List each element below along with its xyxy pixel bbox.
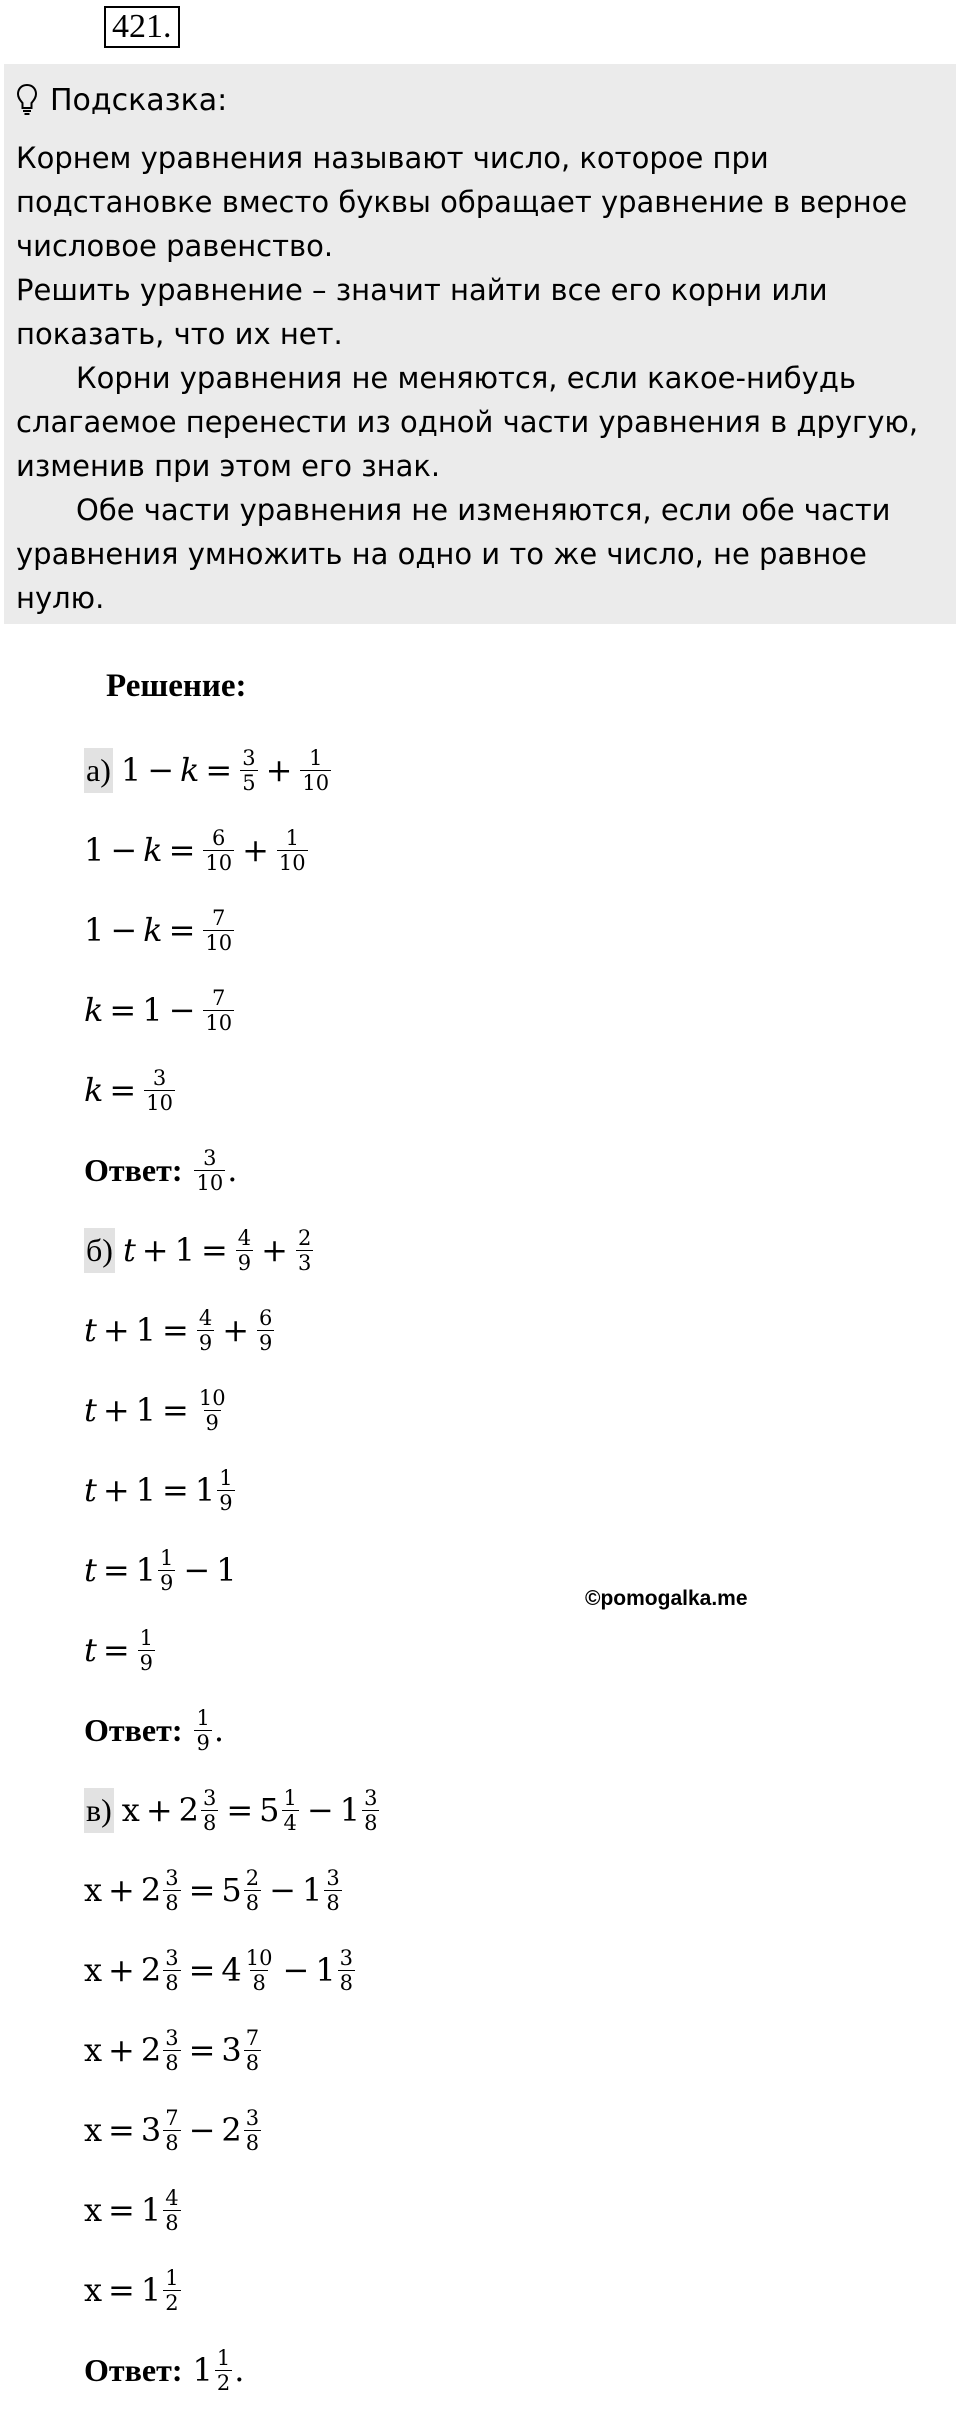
- fraction: [163, 2186, 180, 2235]
- denominator: 8: [339, 1970, 354, 1995]
- equals-sign: =: [162, 1391, 189, 1429]
- variable: t: [84, 1631, 97, 1669]
- operator: +: [222, 1311, 250, 1349]
- fraction: [240, 746, 257, 795]
- variable: x: [84, 2111, 103, 2149]
- operator: +: [265, 751, 293, 789]
- numerator: 1: [139, 1625, 154, 1650]
- whole-part: 1: [194, 1471, 216, 1509]
- equals-sign: =: [188, 2031, 216, 2069]
- variable: t: [84, 1311, 97, 1349]
- term: 1: [84, 911, 105, 949]
- numerator: 1: [160, 1545, 174, 1570]
- numerator: 1: [165, 2265, 179, 2290]
- equation-step-c3: [84, 1930, 684, 2010]
- equals-sign: =: [109, 1071, 137, 1109]
- denominator: 5: [242, 770, 256, 795]
- fraction: [244, 1946, 275, 1995]
- operator: +: [108, 2031, 135, 2069]
- fraction: [163, 2106, 180, 2155]
- fraction: [144, 1066, 175, 1115]
- numerator: 1: [196, 1705, 210, 1730]
- watermark: ©pomogalka.me: [585, 1587, 748, 1610]
- equals-sign: =: [108, 2111, 135, 2149]
- equation-step-b1: [84, 1210, 684, 1290]
- hint-paragraph: Обе части уравнения не изменяются, если обе части уравнения умножить на одно и то же число, не равное нулю.: [16, 493, 891, 615]
- term: 1: [120, 751, 142, 789]
- equation-step-c1: [84, 1770, 684, 1850]
- operator: +: [108, 1951, 135, 1989]
- equals-sign: =: [162, 1311, 189, 1349]
- term: 1: [135, 1471, 157, 1509]
- equals-sign: =: [188, 1951, 216, 1989]
- term: 1: [216, 1551, 237, 1589]
- equation-step-a3: [84, 890, 684, 970]
- denominator: 4: [283, 1810, 297, 1835]
- operator: +: [102, 1471, 130, 1509]
- numerator: 7: [212, 905, 226, 930]
- whole-part: 2: [221, 2111, 242, 2149]
- numerator: 7: [245, 2025, 260, 2050]
- fraction: [163, 2026, 180, 2075]
- denominator: 8: [326, 1890, 340, 1915]
- equals-sign: =: [226, 1791, 254, 1829]
- fraction: [324, 1866, 341, 1915]
- variable: t: [84, 1471, 97, 1509]
- operator: −: [110, 911, 138, 949]
- denominator: 10: [146, 1090, 173, 1115]
- numerator: 3: [165, 1945, 179, 1970]
- equation-step-b4: [84, 1450, 684, 1530]
- variable: x: [84, 2191, 103, 2229]
- hint-paragraph: Корнем уравнения называют число, которое при подстановке вместо буквы обращает уравнение в верное числовое равенство.: [16, 141, 908, 263]
- equals-sign: =: [200, 1231, 228, 1269]
- numerator: 10: [245, 1945, 273, 1970]
- denominator: 9: [196, 1730, 210, 1755]
- fraction: [197, 1306, 214, 1355]
- operator: +: [108, 1871, 135, 1909]
- denominator: 9: [219, 1490, 233, 1515]
- numerator: 3: [245, 2105, 260, 2130]
- variable: k: [84, 991, 104, 1029]
- equals-sign: =: [162, 1471, 189, 1509]
- operator: −: [147, 751, 175, 789]
- denominator: 10: [205, 1010, 233, 1035]
- fraction: [244, 1866, 261, 1915]
- equation-step-c4: [84, 2010, 684, 2090]
- hint-header: [16, 72, 227, 128]
- fraction: [300, 746, 331, 795]
- operator: +: [141, 1231, 169, 1269]
- whole-part: 4: [221, 1951, 242, 1989]
- part-label: в): [84, 1788, 114, 1833]
- whole-part: 2: [178, 1791, 199, 1829]
- operator: +: [145, 1791, 173, 1829]
- fraction: [217, 1466, 234, 1515]
- variable: k: [143, 911, 163, 949]
- hint-text: [16, 136, 946, 620]
- numerator: 4: [198, 1305, 213, 1330]
- numerator: 6: [212, 825, 226, 850]
- numerator: 4: [165, 2185, 179, 2210]
- equals-sign: =: [102, 1551, 130, 1589]
- variable: x: [84, 2271, 103, 2309]
- equation-step-b2: [84, 1290, 684, 1370]
- variable: k: [143, 831, 163, 869]
- period: .: [234, 2351, 245, 2389]
- denominator: 8: [245, 1890, 260, 1915]
- numerator: 2: [245, 1865, 260, 1890]
- lightbulb-icon: [16, 83, 38, 117]
- variable: t: [122, 1231, 136, 1269]
- operator: +: [242, 831, 269, 869]
- numerator: 3: [364, 1785, 378, 1810]
- fraction: [257, 1306, 274, 1355]
- numerator: 3: [326, 1865, 340, 1890]
- operator: +: [102, 1311, 130, 1349]
- fraction: [158, 1546, 175, 1595]
- fraction: [163, 1946, 180, 1995]
- equals-sign: =: [109, 991, 137, 1029]
- operator: −: [269, 1871, 296, 1909]
- solution-title: Решение:: [106, 668, 247, 704]
- numerator: 7: [165, 2105, 179, 2130]
- denominator: 2: [165, 2290, 179, 2315]
- variable: k: [180, 751, 200, 789]
- term: 1: [135, 1311, 157, 1349]
- whole-part: 3: [221, 2031, 242, 2069]
- variable: t: [84, 1391, 97, 1429]
- answer-label: Ответ:: [84, 1151, 183, 1188]
- equals-sign: =: [108, 2191, 135, 2229]
- whole-part: 1: [301, 1871, 323, 1909]
- period: .: [227, 1151, 238, 1189]
- operator: +: [102, 1391, 130, 1429]
- hint-title: Подсказка:: [50, 82, 228, 118]
- whole-part: 1: [339, 1791, 361, 1829]
- variable: x: [84, 1951, 103, 1989]
- denominator: 8: [252, 1970, 266, 1995]
- variable: t: [84, 1551, 97, 1589]
- equals-sign: =: [188, 1871, 216, 1909]
- fraction: [296, 1226, 313, 1275]
- fraction: [236, 1226, 253, 1275]
- hint-paragraph: Корни уравнения не меняются, если какое-нибудь слагаемое перенести из одной части уравнения в другую, изменив при этом его знак.: [16, 361, 919, 483]
- numerator: 3: [203, 1145, 217, 1170]
- numerator: 2: [297, 1225, 312, 1250]
- fraction: [194, 1706, 211, 1755]
- equation-step-c6: [84, 2170, 684, 2250]
- fraction: [203, 826, 234, 875]
- numerator: 4: [237, 1225, 252, 1250]
- fraction: [362, 1786, 379, 1835]
- denominator: 8: [245, 2130, 260, 2155]
- denominator: 10: [302, 770, 330, 795]
- fraction: [197, 1386, 228, 1435]
- answer-label: Ответ:: [84, 2351, 183, 2388]
- fraction: [163, 2266, 180, 2315]
- answer-a: [84, 1130, 684, 1210]
- equals-sign: =: [205, 751, 233, 789]
- fraction: [203, 986, 234, 1035]
- whole-part: 2: [140, 2031, 162, 2069]
- numerator: 1: [216, 2345, 231, 2370]
- fraction: [201, 1786, 218, 1835]
- numerator: 3: [242, 745, 256, 770]
- part-label: а): [84, 748, 113, 793]
- whole-part: 1: [192, 2351, 213, 2389]
- operator: −: [110, 831, 138, 869]
- equation-step-c5: [84, 2090, 684, 2170]
- denominator: 3: [297, 1250, 312, 1275]
- term: 1: [142, 991, 163, 1029]
- operator: −: [282, 1951, 310, 1989]
- denominator: 8: [165, 2130, 179, 2155]
- term: 1: [135, 1391, 157, 1429]
- denominator: 2: [216, 2370, 231, 2395]
- answer-c: [84, 2330, 684, 2410]
- whole-part: 5: [221, 1871, 242, 1909]
- denominator: 10: [205, 850, 233, 875]
- operator: +: [261, 1231, 288, 1269]
- whole-part: 2: [140, 1871, 162, 1909]
- denominator: 9: [198, 1330, 213, 1355]
- equation-step-c2: [84, 1850, 684, 1930]
- numerator: 1: [309, 745, 323, 770]
- equation-step-a2: [84, 810, 684, 890]
- answer-b: [84, 1690, 684, 1770]
- part-label: б): [84, 1228, 115, 1273]
- whole-part: 1: [315, 1951, 336, 1989]
- numerator: 7: [212, 985, 226, 1010]
- fraction: [282, 1786, 299, 1835]
- variable: x: [84, 2031, 103, 2069]
- variable: x: [84, 1871, 103, 1909]
- denominator: 8: [165, 1970, 179, 1995]
- denominator: 8: [165, 2050, 179, 2075]
- denominator: 8: [364, 1810, 378, 1835]
- denominator: 8: [245, 2050, 260, 2075]
- denominator: 9: [259, 1330, 273, 1355]
- denominator: 8: [202, 1810, 217, 1835]
- fraction: [244, 2026, 261, 2075]
- denominator: 9: [237, 1250, 252, 1275]
- fraction: [244, 2106, 261, 2155]
- equation-step-b6: [84, 1610, 684, 1690]
- denominator: 9: [205, 1410, 219, 1435]
- fraction: [194, 1146, 225, 1195]
- denominator: 10: [196, 1170, 224, 1195]
- operator: −: [168, 991, 196, 1029]
- equation-step-a1: [84, 730, 684, 810]
- equals-sign: =: [168, 911, 196, 949]
- numerator: 3: [202, 1785, 217, 1810]
- variable: k: [84, 1071, 104, 1109]
- denominator: 8: [165, 1890, 179, 1915]
- whole-part: 1: [140, 2271, 162, 2309]
- operator: −: [183, 1551, 211, 1589]
- term: 1: [84, 831, 105, 869]
- whole-part: 1: [135, 1551, 157, 1589]
- numerator: 3: [339, 1945, 354, 1970]
- fraction: [138, 1626, 155, 1675]
- numerator: 10: [198, 1385, 226, 1410]
- equation-step-a5: [84, 1050, 684, 1130]
- numerator: 1: [219, 1465, 233, 1490]
- equals-sign: =: [168, 831, 196, 869]
- denominator: 8: [165, 2210, 179, 2235]
- equation-step-b3: [84, 1370, 684, 1450]
- whole-part: 5: [259, 1791, 280, 1829]
- denominator: 9: [139, 1650, 154, 1675]
- whole-part: 1: [140, 2191, 162, 2229]
- equation-step-a4: [84, 970, 684, 1050]
- numerator: 3: [165, 2025, 179, 2050]
- denominator: 10: [278, 850, 306, 875]
- solution-steps: [84, 730, 684, 2410]
- numerator: 3: [165, 1865, 179, 1890]
- hint-paragraph: Решить уравнение – значит найти все его корни или показать, что их нет.: [16, 273, 828, 351]
- term: 1: [174, 1231, 195, 1269]
- equals-sign: =: [102, 1631, 130, 1669]
- operator: −: [188, 2111, 216, 2149]
- numerator: 1: [283, 1785, 297, 1810]
- fraction: [203, 906, 234, 955]
- variable: x: [121, 1791, 140, 1829]
- task-number: 421.: [104, 6, 180, 48]
- numerator: 6: [259, 1305, 273, 1330]
- whole-part: 3: [140, 2111, 162, 2149]
- whole-part: 2: [140, 1951, 162, 1989]
- period: .: [213, 1711, 225, 1749]
- equation-step-c7: [84, 2250, 684, 2330]
- operator: −: [306, 1791, 334, 1829]
- numerator: 3: [152, 1065, 167, 1090]
- fraction: [215, 2346, 232, 2395]
- fraction: [163, 1866, 180, 1915]
- fraction: [338, 1946, 355, 1995]
- fraction: [277, 826, 308, 875]
- denominator: 10: [205, 930, 233, 955]
- denominator: 9: [160, 1570, 174, 1595]
- hint-box: [4, 64, 956, 624]
- answer-label: Ответ:: [84, 1711, 183, 1748]
- numerator: 1: [285, 825, 299, 850]
- equals-sign: =: [108, 2271, 135, 2309]
